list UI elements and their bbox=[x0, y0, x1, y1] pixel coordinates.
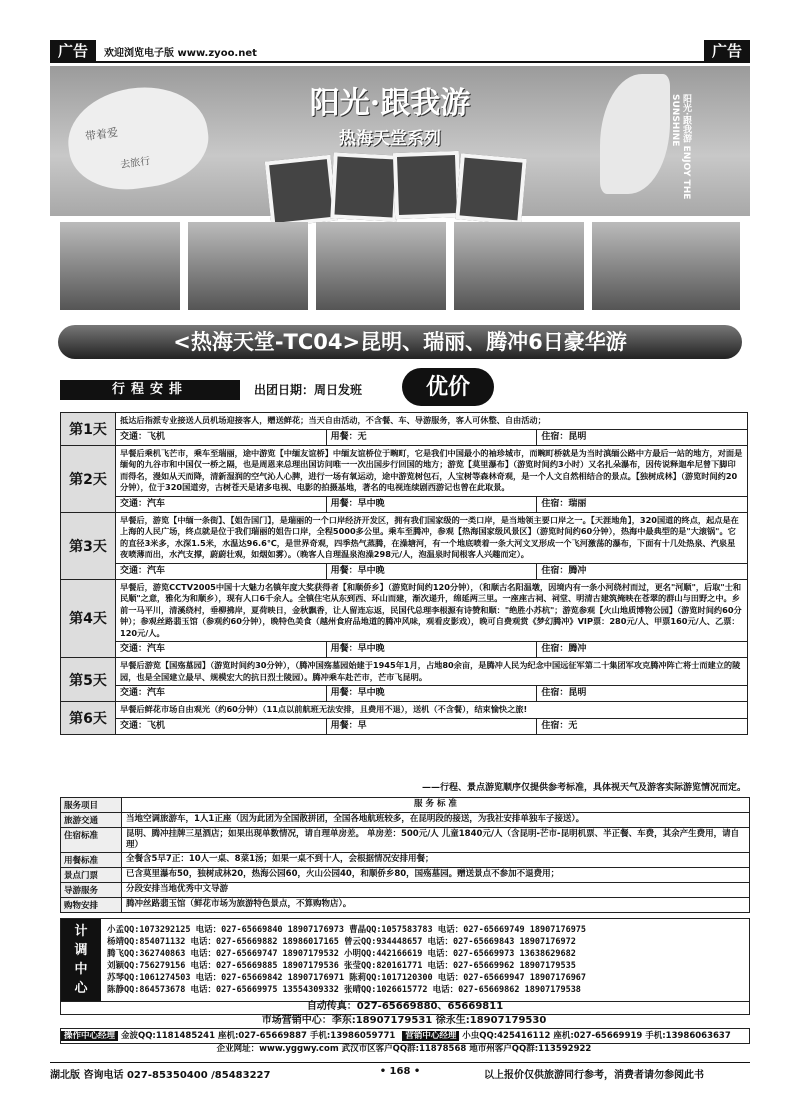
day-stay: 住宿：昆明 bbox=[541, 431, 587, 442]
operations-line bbox=[60, 1028, 750, 1044]
service-value: 已含莫里瀑布50，独树成林20，热海公园60，火山公园40，和顺侨乡80，国殇墓园。赠送景点不参加不退费用； bbox=[126, 869, 560, 879]
day-stay: 住宿：瑞丽 bbox=[541, 498, 587, 509]
contact-row: 苏琴QQ:1061274503 电话：027-65669842 18907176971 陈莉QQ:1017120300 电话：027-65669947 18907176967 bbox=[107, 973, 587, 983]
day-transport: 交通：汽车 bbox=[116, 642, 327, 657]
service-value: 分段安排当地优秀中文导游 bbox=[126, 884, 229, 894]
day-description: 早餐后，游览CCTV2005中国十大魅力名镇年度大奖获得者【和顺侨乡】（游览时间约120分钟），（和顺古名阳温墩，因境内有一条小河绕村而过，更名"河顺"，后取"士和民顺"之意，雅化为和顺乡），现有人口6千余人。全镇住宅从东到西、环山而建，渐次递升，绵延两三里。一座座古祠、祠堂、明清古建筑掩映在苍翠的群山与田野之中。乡前一马平川，清溪绕村，垂柳拂岸，夏荷映日，金秋飘香，让人留连忘返，民国代总理李根源有诗赞和顺："绝胜小苏杭"；游览参观【火山地质博物公园】（游览时间约60分钟）；参观丝路翡玉馆（参观约60分钟），晚特色美食（越州食府品地道的腾冲风味，观看皮影戏），晚可自费观赏《梦幻腾冲》VIP票：280元/人、甲票160元/人、乙票：120元/人。 bbox=[120, 581, 742, 638]
day-description: 早餐后，游览【中缅一条街】、【姐告国门】，是瑞丽的一个口岸经济开发区，拥有我们国家级的一类口岸，是当地领主要口岸之一。【天涯地角】，320国道的终点，起点是在上海的人民广场，终点就是位于我们瑞丽的姐告口岸，全程5000多公里。乘车至腾冲，参观【热海国家级风景区】（游览时间约60分钟），热海中最典型的是"大滚锅"。它的直径3米多，水深1.5米，水温达96.6℃，是世界奇观，四季热气蒸腾，在澡塘河，有一个地底喷着一条大河文叉形成一个飞河激荡的瀑布，下面有十几处热泉、汽泉星夜喷薄而出，水汽支撑，蔚蔚壮观，如烟如雾）。（晚客人自理温泉泡澡298元/人，泡温泉时间根客人兴趣而定）。 bbox=[120, 514, 739, 559]
itinerary-day bbox=[60, 446, 748, 513]
day-transport: 交通：汽车 bbox=[116, 497, 327, 512]
ops-manager-2: 小虫QQ:425416112 座机:027-65669919 手机:13986063637 bbox=[462, 1031, 731, 1041]
promo-badge: 优价 bbox=[402, 368, 494, 406]
day-label: 第2天 bbox=[61, 446, 116, 512]
day-meals: 用餐：早中晚 bbox=[327, 497, 538, 512]
polaroid-photo bbox=[330, 152, 399, 221]
polaroid-photo bbox=[393, 151, 461, 219]
day-stay: 住宿：昆明 bbox=[541, 688, 587, 698]
contact-block bbox=[60, 918, 750, 1002]
service-head-standard: 服 务 标 准 bbox=[414, 799, 457, 809]
itinerary-day bbox=[60, 658, 748, 702]
departure-info: 出团日期：周日发班 bbox=[254, 383, 363, 397]
day-meals: 用餐：早 bbox=[327, 719, 538, 734]
label-char: 计 bbox=[74, 924, 88, 939]
service-head-item: 服务项目 bbox=[61, 798, 122, 812]
header-divider bbox=[50, 61, 750, 63]
contact-row: 杨靖QQ:854071132 电话：027-65669882 18986017165 曾云QQ:934448657 电话：027-65669843 18907176972 bbox=[107, 937, 576, 947]
itinerary-day bbox=[60, 580, 748, 659]
photo-strip bbox=[60, 222, 740, 310]
page-number: • 168 • bbox=[379, 1066, 421, 1077]
label-char: 中 bbox=[74, 962, 88, 977]
day-transport: 交通：飞机 bbox=[116, 719, 327, 734]
service-label: 景点门票 bbox=[61, 868, 122, 882]
day-description: 抵达后指派专业接送人员机场迎接客人，赠送鲜花；当天自由活动，不含餐、车、导游服务，客人可休整、自由活动； bbox=[120, 415, 546, 425]
day-stay: 住宿：无 bbox=[541, 720, 578, 731]
service-table bbox=[60, 797, 750, 913]
website-line[interactable]: 企业网址：www.yggwy.com 武汉市区客户QQ群:11878568 地市州客户QQ群:113592922 bbox=[216, 1044, 592, 1054]
ops-label-2: 营销中心经理 bbox=[402, 1031, 459, 1041]
day-label: 第6天 bbox=[61, 702, 116, 734]
day-stay: 住宿：腾冲 bbox=[541, 644, 587, 654]
top-header bbox=[0, 0, 800, 66]
day-meals: 用餐：早中晚 bbox=[327, 642, 538, 657]
brand-leaf-logo bbox=[600, 74, 670, 194]
banner-slogan: 阳光·跟我游 bbox=[309, 86, 471, 121]
service-label: 导游服务 bbox=[61, 883, 122, 897]
itinerary-day bbox=[60, 513, 748, 580]
day-description: 早餐后乘机飞芒市，乘车至瑞丽，途中游览【中缅友谊桥】中缅友谊桥位于畹町，它是我们中国最小的袖珍城市，而畹町桥就是为当时滇缅公路中方最后一站的地方，对面是缅甸的九谷市和中国仅一桥之隔，也是周恩来总理出国访问唯一一次出国步行回国的地方；游览【莫里瀑布】（游览时间约3小时）又名扎朵瀑布，因传说释迦牟尼曾下脚印而得名，漫如从天而降，清新湿润的空气沁人心脾，进行一场有氧运动，途中游览树包石，人宝树等森林奇观，是一个人文自然相结合的景点。【独树成林】（游览时间约20分钟），位于320国道旁，古树苍天是诸多电视、电影的拍摄基地，著名的电视连续剧西游记也曾在此取景。 bbox=[120, 447, 743, 492]
ops-manager-1: 金波QQ:1181485241 座机:027-65669887 手机:13986059771 bbox=[120, 1031, 396, 1041]
day-label: 第4天 bbox=[61, 580, 116, 658]
day-transport: 交通：汽车 bbox=[116, 686, 327, 701]
day-meals: 用餐：早中晚 bbox=[327, 686, 538, 701]
contact-row: 腾飞QQ:362740863 电话：027-65669747 18907179532 小明QQ:442166619 电话：027-65669973 13638629682 bbox=[107, 949, 576, 959]
contact-row: 小孟QQ:1073292125 电话：027-65669840 18907176973 曹晶QQ:1057583783 电话：027-65669749 18907176975 bbox=[107, 925, 587, 935]
scenery-photo bbox=[592, 222, 740, 310]
promo-banner bbox=[50, 66, 750, 216]
contact-row: 陈静QQ:864573678 电话：027-65669975 13554309332 张晴QQ:1026615772 电话：027-65669862 18907179538 bbox=[107, 985, 581, 995]
schedule-header: 行程安排 bbox=[60, 380, 240, 400]
heart-text-1: 带着爱 bbox=[84, 125, 119, 144]
day-description: 早餐后游览【国殇墓园】（游览时间约30分钟），（腾冲国殇墓园始建于1945年1月，占地80余亩，是腾冲人民为纪念中国远征军第二十集团军攻克腾冲阵亡将士而建立的陵园，也是全国建立最早、规模宏大的抗日烈士陵园）。腾冲乘车赴芒市，芒市飞昆明。 bbox=[120, 660, 741, 682]
planning-center-label bbox=[61, 919, 101, 1001]
day-transport: 交通：汽车 bbox=[116, 564, 327, 579]
scenery-photo bbox=[60, 222, 180, 310]
service-label: 购物安排 bbox=[61, 898, 122, 912]
label-char: 心 bbox=[74, 981, 88, 996]
day-label: 第5天 bbox=[61, 658, 116, 701]
service-value: 腾冲丝路翡玉馆（鲜花市场为旅游特色景点，不算购物店）。 bbox=[126, 899, 352, 909]
itinerary-day bbox=[60, 702, 748, 735]
service-value: 当地空调旅游车，1人1正座（因为此团为全国散拼团，全国各地航班较多，在昆明段的接送，为我社安排单独车子接送）。 bbox=[126, 814, 585, 824]
polaroid-photo bbox=[265, 155, 338, 228]
day-transport: 交通：飞机 bbox=[116, 430, 327, 445]
marketing-line: 市场营销中心：李东:18907179531 徐永生:18907179530 bbox=[261, 1015, 547, 1026]
label-char: 调 bbox=[74, 943, 88, 958]
footer-divider bbox=[50, 1062, 750, 1063]
service-label: 旅游交通 bbox=[61, 813, 122, 827]
scenery-photo bbox=[188, 222, 308, 310]
itinerary-table bbox=[60, 412, 748, 735]
service-label: 用餐标准 bbox=[61, 853, 122, 867]
day-description: 早餐后鲜花市场自由观光（约60分钟）（11点以前航班无法安排，且费用不退），送机（不含餐），结束愉快之旅! bbox=[120, 704, 528, 714]
day-label: 第1天 bbox=[61, 413, 116, 445]
itinerary-day bbox=[60, 412, 748, 446]
scenery-photo bbox=[316, 222, 446, 310]
contact-row: 刘颖QQ:756279156 电话：027-65669885 18907179536 张莹QQ:820161771 电话：027-65669962 18907179535 bbox=[107, 961, 576, 971]
day-label: 第3天 bbox=[61, 513, 116, 579]
itinerary-note: ——行程、景点游览顺序仅提供参考标准，具体视天气及游客实际游览情况而定。 bbox=[421, 783, 746, 793]
day-meals: 用餐：早中晚 bbox=[327, 564, 538, 579]
footer-right: 以上报价仅供旅游同行参考，消费者请勿参阅此书 bbox=[484, 1070, 704, 1081]
brand-vertical-text: 阳光·跟我游 ENJOY THE SUNSHINE bbox=[670, 94, 691, 200]
fax-line: 自动传真：027-65669880、65669811 bbox=[60, 1000, 750, 1015]
ops-label-1: 操作中心经理 bbox=[61, 1031, 118, 1041]
welcome-text[interactable]: 欢迎浏览电子版 www.zyoo.net bbox=[104, 48, 257, 59]
footer-left: 湖北版 咨询电话 027-85350400 /85483227 bbox=[50, 1070, 271, 1081]
ad-badge-right: 广告 bbox=[704, 40, 750, 62]
service-value: 全餐含5早7正：10人一桌、8菜1汤；如果一桌不到十人，会根据情况安排用餐； bbox=[126, 854, 434, 864]
service-label: 住宿标准 bbox=[61, 828, 122, 852]
ad-badge-left: 广告 bbox=[50, 40, 96, 62]
service-value: 昆明、腾冲挂牌三星酒店；如果出现单数情况，请自理单房差。 单房差：500元/人 儿童1840元/人（含昆明-芒市-昆明机票、半正餐、车费，其余产生费用，请自理） bbox=[126, 829, 740, 850]
day-stay: 住宿：腾冲 bbox=[541, 565, 587, 576]
banner-series: 热海天堂系列 bbox=[339, 129, 441, 149]
polaroid-photo bbox=[455, 153, 527, 225]
scenery-photo bbox=[454, 222, 584, 310]
tour-title: <热海天堂-TC04>昆明、瑞丽、腾冲6日豪华游 bbox=[58, 325, 742, 359]
day-meals: 用餐：无 bbox=[327, 430, 538, 445]
heart-text-2: 去旅行 bbox=[119, 155, 151, 172]
